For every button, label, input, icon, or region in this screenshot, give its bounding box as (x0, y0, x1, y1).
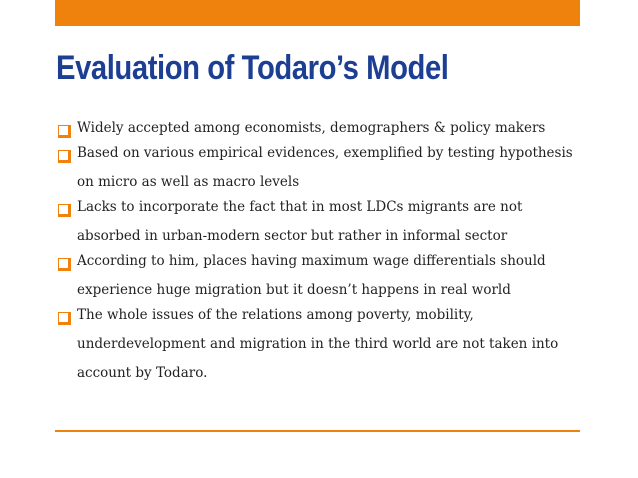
bullet-text: Based on various empirical evidences, exemplified by testing hypothesis on micro as well as macro levels (77, 145, 573, 190)
checkbox-bullet-icon (58, 204, 71, 217)
bullet-text: The whole issues of the relations among poverty, mobility, underdevelopment and migration in the third world are not taken into account by Todaro. (77, 307, 559, 381)
bullet-list (58, 120, 578, 390)
bullet-item (58, 199, 578, 251)
bullet-item (58, 307, 578, 388)
checkbox-bullet-icon (58, 258, 71, 271)
checkbox-bullet-icon (58, 312, 71, 325)
bottom-accent-rule (55, 430, 580, 432)
checkbox-bullet-icon (58, 150, 71, 163)
bullet-text: Lacks to incorporate the fact that in most LDCs migrants are not absorbed in urban-modern sector but rather in informal sector (77, 199, 523, 244)
top-accent-bar (55, 0, 580, 26)
bullet-item (58, 253, 578, 305)
bullet-text: According to him, places having maximum wage differentials should experience huge migration but it doesn’t happens in real world (77, 253, 546, 298)
bullet-text: Widely accepted among economists, demographers & policy makers (77, 120, 546, 136)
bullet-item (58, 145, 578, 197)
slide-title: Evaluation of Todaro’s Model (56, 49, 449, 87)
checkbox-bullet-icon (58, 125, 71, 138)
